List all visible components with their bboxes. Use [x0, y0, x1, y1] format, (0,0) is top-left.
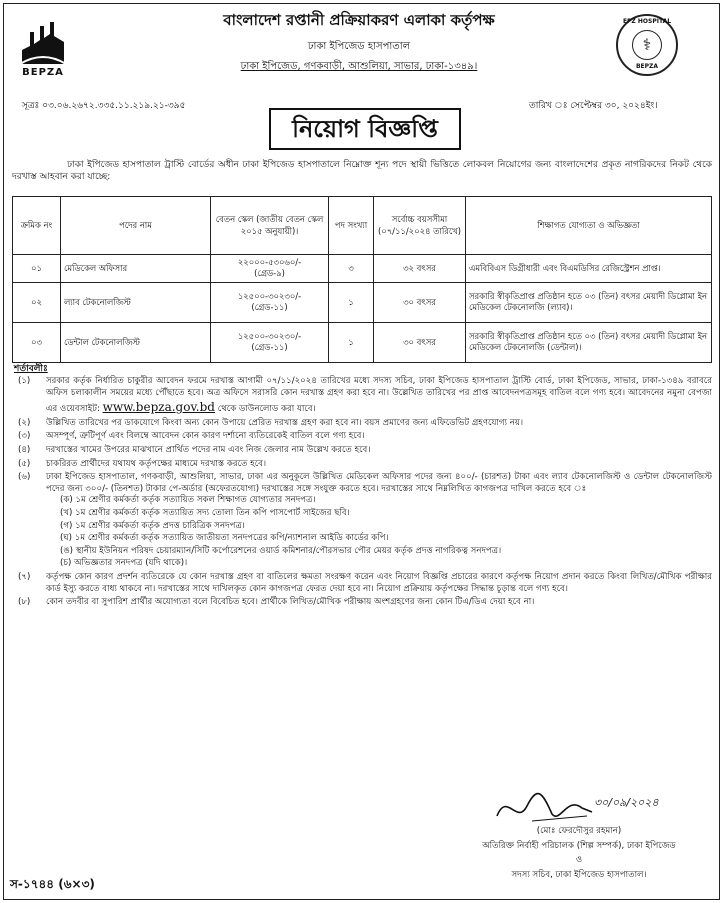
term-number: (৬) [18, 472, 31, 483]
term-item [18, 597, 712, 609]
scale-value: ২২০০০-৫৩০৬০/- [237, 257, 302, 267]
signer-designation-2: সদস্য সচিব, ঢাকা ইপিজেড হাসপাতাল। [511, 869, 647, 880]
header-serial: ক্রমিক নং [13, 197, 61, 255]
term-number: (১) [18, 376, 31, 386]
document-item: (ঙ) স্থানীয় ইউনিয়ন পরিষদ চেয়ারম্যান/সিটি কর্পোরেশনের ওয়ার্ড কমিশনার/পৌরসভার পৌর মেয়র কর্তৃক প্রদত্ত নাগরিকত্ব সনদপত্র। [60, 545, 502, 556]
hospital-address: ঢাকা ইপিজেড, গণকবাড়ী, আশুলিয়া, সাভার, ঢাকা-১৩৪৯। [240, 61, 478, 72]
reference-code: স-১৭৪৪ (৬×৩) [10, 877, 95, 891]
cell-count: ১ [329, 282, 374, 322]
cell-serial: ০১ [13, 255, 61, 283]
cell-count: ১ [329, 322, 374, 362]
cell-qualification: সরকারি স্বীকৃতিপ্রাপ্ত প্রতিষ্ঠান হতে ০৩ (তিন) বৎসর মেয়াদী ডিপ্লোমা ইন মেডিকেল টেকনোলজি (ল্যাব)। [466, 282, 712, 322]
term-item [18, 376, 712, 416]
cell-serial: ০২ [13, 282, 61, 322]
grade-value: (গ্রেড-৯) [254, 268, 285, 279]
table-header-row [13, 197, 712, 255]
caduceus-icon: ⚕ [632, 30, 662, 60]
term-item [18, 445, 712, 457]
cell-serial: ০৩ [13, 322, 61, 362]
table-row [13, 282, 712, 322]
hospital-logo-top-text: EPZ HOSPITAL [622, 18, 672, 25]
notice-title: নিয়োগ বিজ্ঞপ্তি [269, 108, 461, 150]
memo-number: সূত্রঃ ০৩.০৬.২৬৭২.৩৩৫.১১.২১৯.২১-৩৯৫ [22, 101, 186, 111]
signature-date: ৩০/০৯/২০২৪ [594, 796, 659, 809]
term-text: অসম্পূর্ণ, ত্রুটিপূর্ণ এবং বিলম্বে আবেদন কোন কারণ দর্শানো ব্যতিরেকেই বাতিল বলে গণ্য হবে। [46, 431, 365, 442]
cell-age: ৩২ বৎসর [374, 255, 466, 283]
intro-paragraph: ঢাকা ইপিজেড হাসপাতাল ট্রাস্টি বোর্ডের অধীন ঢাকা ইপিজেড হাসপাতালে নিম্নোক্ত শূন্য পদে স্থায়ী ভিত্তিতে লোকবল নিয়োগের জন্য বাংলাদেশের প্রকৃত নাগরিকদের নিকট থেকে দরখাস্ত আহবান করা যাচ্ছে: [12, 160, 712, 183]
term-item [18, 472, 712, 570]
term-item [18, 431, 712, 443]
cell-scale [211, 322, 329, 362]
epz-hospital-logo [616, 14, 678, 76]
cell-count: ৩ [329, 255, 374, 283]
table-row [13, 255, 712, 283]
terms-list [18, 376, 712, 611]
term-number: (৫) [18, 458, 31, 469]
document-item: (ঘ) ১ম শ্রেণীর কর্মকর্তা কর্তৃক সত্যায়িত জাতীয়তা সনদপত্রের কপি/ন্যাশনাল আইডি কার্ডের কপি। [60, 533, 389, 544]
cell-post: মেডিকেল অফিসার [61, 255, 211, 283]
scale-value: ১২৫০০-৩০২৩০/- [237, 290, 302, 301]
signer-connector: ও [575, 855, 583, 866]
hospital-logo-bottom-text: BEPZA [635, 63, 659, 70]
scale-value: ১২৫০০-৩০২৩০/- [237, 330, 302, 341]
header-qualification: শিক্ষাগত যোগ্যতা ও অভিজ্ঞতা [466, 197, 712, 255]
grade-value: (গ্রেড-১১) [251, 342, 288, 353]
term-text: সরকার কর্তৃক নির্ধারিত চাকুরীর আবেদন ফরমে দরখাস্ত আগামী ০৭/১১/২০২৪ তারিখের মধ্যে সদস্য সচিব, ঢাকা ইপিজেড হাসপাতাল ট্রাস্টি বোর্ড, ঢাকা ইপিজেড, সাভার, ঢাকা-১৩৪৯ বরাবরে অফিস চলাকালীন সময়ের মধ্যে পৌঁছাতে হবে। অত্র অফিসে সরাসরি কোন দরখাস্ত গ্রহণ করা হবে না। উল্লেখিত তারিখের পর প্রাপ্ত আবেদনপত্রসমূহ বাতিল বলে গণ্য হবে। আবেদনের নমুনা বেপজা এর ওয়েবসাইট: [46, 376, 713, 415]
header-age: সর্বোচ্চ বয়সসীমা (০৭/১১/২০২৪ তারিখে) [374, 197, 466, 255]
header-count: পদ সংখ্যা [329, 197, 374, 255]
cell-post: ডেন্টাল টেকনোলজিস্ট [61, 322, 211, 362]
grade-value: (গ্রেড-১১) [251, 302, 288, 313]
document-item: (ক) ১ম শ্রেণীর কর্মকর্তা কর্তৃক সত্যায়িত সকল শিক্ষাগত যোগ্যতার সনদপত্র। [60, 495, 316, 506]
document-item: (গ) ১ম শ্রেণীর কর্মকর্তা কর্তৃক প্রদত্ত চারিত্রিক সনদপত্র। [60, 520, 245, 531]
term-text: চাকরিরত প্রার্থীদের যথাযথ কর্তৃপক্ষের মাধ্যমে দরখাস্ত করতে হবে। [46, 458, 267, 469]
documents-list [46, 495, 712, 570]
term-text: ঢাকা ইপিজেড হাসপাতাল, গণকবাড়ী, আশুলিয়া, সাভার, ঢাকা এর অনুকূলে উল্লিখিত মেডিকেল অফিসার পদের জন্য ৪০০/- (চারশত) টাকা এবং ল্যাব টেকনোলজিস্ট ও ডেন্টাল টেকনোলজিস্ট পদের জন্য ৩০০/- (তিনশত) টাকার পে-অর্ডার (অফেরতযোগ্য) দরখাস্তের সঙ্গে সংযুক্ত করতে হবে। দরখাস্তের সাথে নিম্নলিখিত কাগজপত্র দাখিল করতে হবে ঃ [46, 472, 712, 494]
term-number: (৪) [18, 444, 31, 455]
table-row [13, 322, 712, 362]
term-number: (২) [18, 417, 31, 428]
term-item [18, 572, 712, 595]
term-text-tail: থেকে ডাউনলোড করা যাবে। [217, 404, 316, 415]
cell-post: ল্যাব টেকনোলজিস্ট [61, 282, 211, 322]
organization-name: বাংলাদেশ রপ্তানী প্রক্রিয়াকরণ এলাকা কর্তৃপক্ষ [223, 11, 495, 29]
term-number: (৭) [18, 571, 31, 582]
header-post: পদের নাম [61, 197, 211, 255]
term-text: দরখাস্তের খামের উপরের মাঝখানে প্রার্থিত পদের নাম এবং নিজ জেলার নাম উল্লেখ করতে হবে। [46, 444, 371, 455]
notice-date: তারিখ ঃ সেপ্টেম্বর ৩০, ২০২৪ইং। [529, 101, 658, 111]
term-number: (৮) [18, 597, 31, 608]
cell-scale [211, 282, 329, 322]
terms-heading: শর্তাবলীঃ [14, 364, 48, 374]
cell-scale [211, 255, 329, 283]
signer-block [444, 826, 714, 884]
website-link[interactable]: www.bepza.gov.bd [102, 400, 215, 415]
signer-designation: অতিরিক্ত নির্বাহী পরিচালক (শিল্প সম্পর্ক), ঢাকা ইপিজেড [482, 840, 676, 851]
term-item [18, 418, 712, 430]
cell-age: ৩০ বৎসর [374, 322, 466, 362]
term-text: কর্তৃপক্ষ কোন কারণ প্রদর্শন ব্যতিরেকে যে কোন দরখাস্ত গ্রহণ বা বাতিলের ক্ষমতা সংরক্ষণ করেন এবং নিয়োগ বিজ্ঞপ্তি প্রচারের কারণে কর্তৃপক্ষ নিয়োগ প্রদান করতে কিংবা লিখিত/মৌখিক পরীক্ষার কার্ড ইস্যু করতে বাধ্য থাকবে না। দরখাস্তের সাথে দাখিলকৃত কোন কাগজপত্র ফেরত দেয়া হবে না। নিয়োগ প্রক্রিয়ায় কর্তৃপক্ষের সিদ্ধান্ত চূড়ান্ত বলে গণ্য হবে। [46, 571, 712, 594]
signer-name: (মোঃ ফেরদৌসুর রহমান) [536, 826, 622, 836]
header [4, 4, 721, 96]
document-item: (চ) অভিজ্ঞতার সনদপত্র (যদি থাকে)। [60, 558, 188, 569]
term-text: উল্লিখিত তারিখের পর ডাকযোগে কিংবা অন্য কোন উপায়ে প্রেরিত দরখাস্ত গ্রহণ করা হবে না। বয়স প্রমাণের জন্য এফিডেভিট গ্রহণযোগ্য নয়। [46, 417, 524, 428]
bepza-logo-text: BEPZA [22, 67, 64, 78]
cell-qualification: এমবিবিএস ডিগ্রীধারী এবং বিএমডিসির রেজিস্ট্রেশন প্রাপ্ত। [466, 255, 712, 283]
term-text: কোন তদবীর বা সুপারিশ প্রার্থীর অযোগ্যতা বলে বিবেচিত হবে। প্রার্থীকে লিখিত/মৌখিক পরীক্ষায় অংশগ্রহণের জন্য কোন টিএ/ডিএ দেয়া হবে না। [46, 597, 535, 608]
vacancy-table [12, 196, 712, 363]
document-item: (খ) ১ম শ্রেণীর কর্মকর্তা কর্তৃক সত্যায়িত সদ্য তোলা তিন কপি পাসপোর্ট সাইজের ছবি। [60, 507, 350, 518]
term-number: (৩) [18, 431, 31, 442]
cell-age: ৩০ বৎসর [374, 282, 466, 322]
header-scale: বেতন স্কেল (জাতীয় বেতন স্কেল ২০১৫ অনুযায়ী)। [211, 197, 329, 255]
term-item [18, 459, 712, 471]
notice-page [3, 3, 720, 900]
hospital-name: ঢাকা ইপিজেড হাসপাতাল [307, 41, 411, 52]
cell-qualification: সরকারি স্বীকৃতিপ্রাপ্ত প্রতিষ্ঠান হতে ০৩ (তিন) বৎসর মেয়াদী ডিপ্লোমা ইন মেডিকেল টেকনোলজি (ডেন্টাল)। [466, 322, 712, 362]
bepza-logo [18, 20, 68, 82]
factory-icon [18, 20, 68, 66]
